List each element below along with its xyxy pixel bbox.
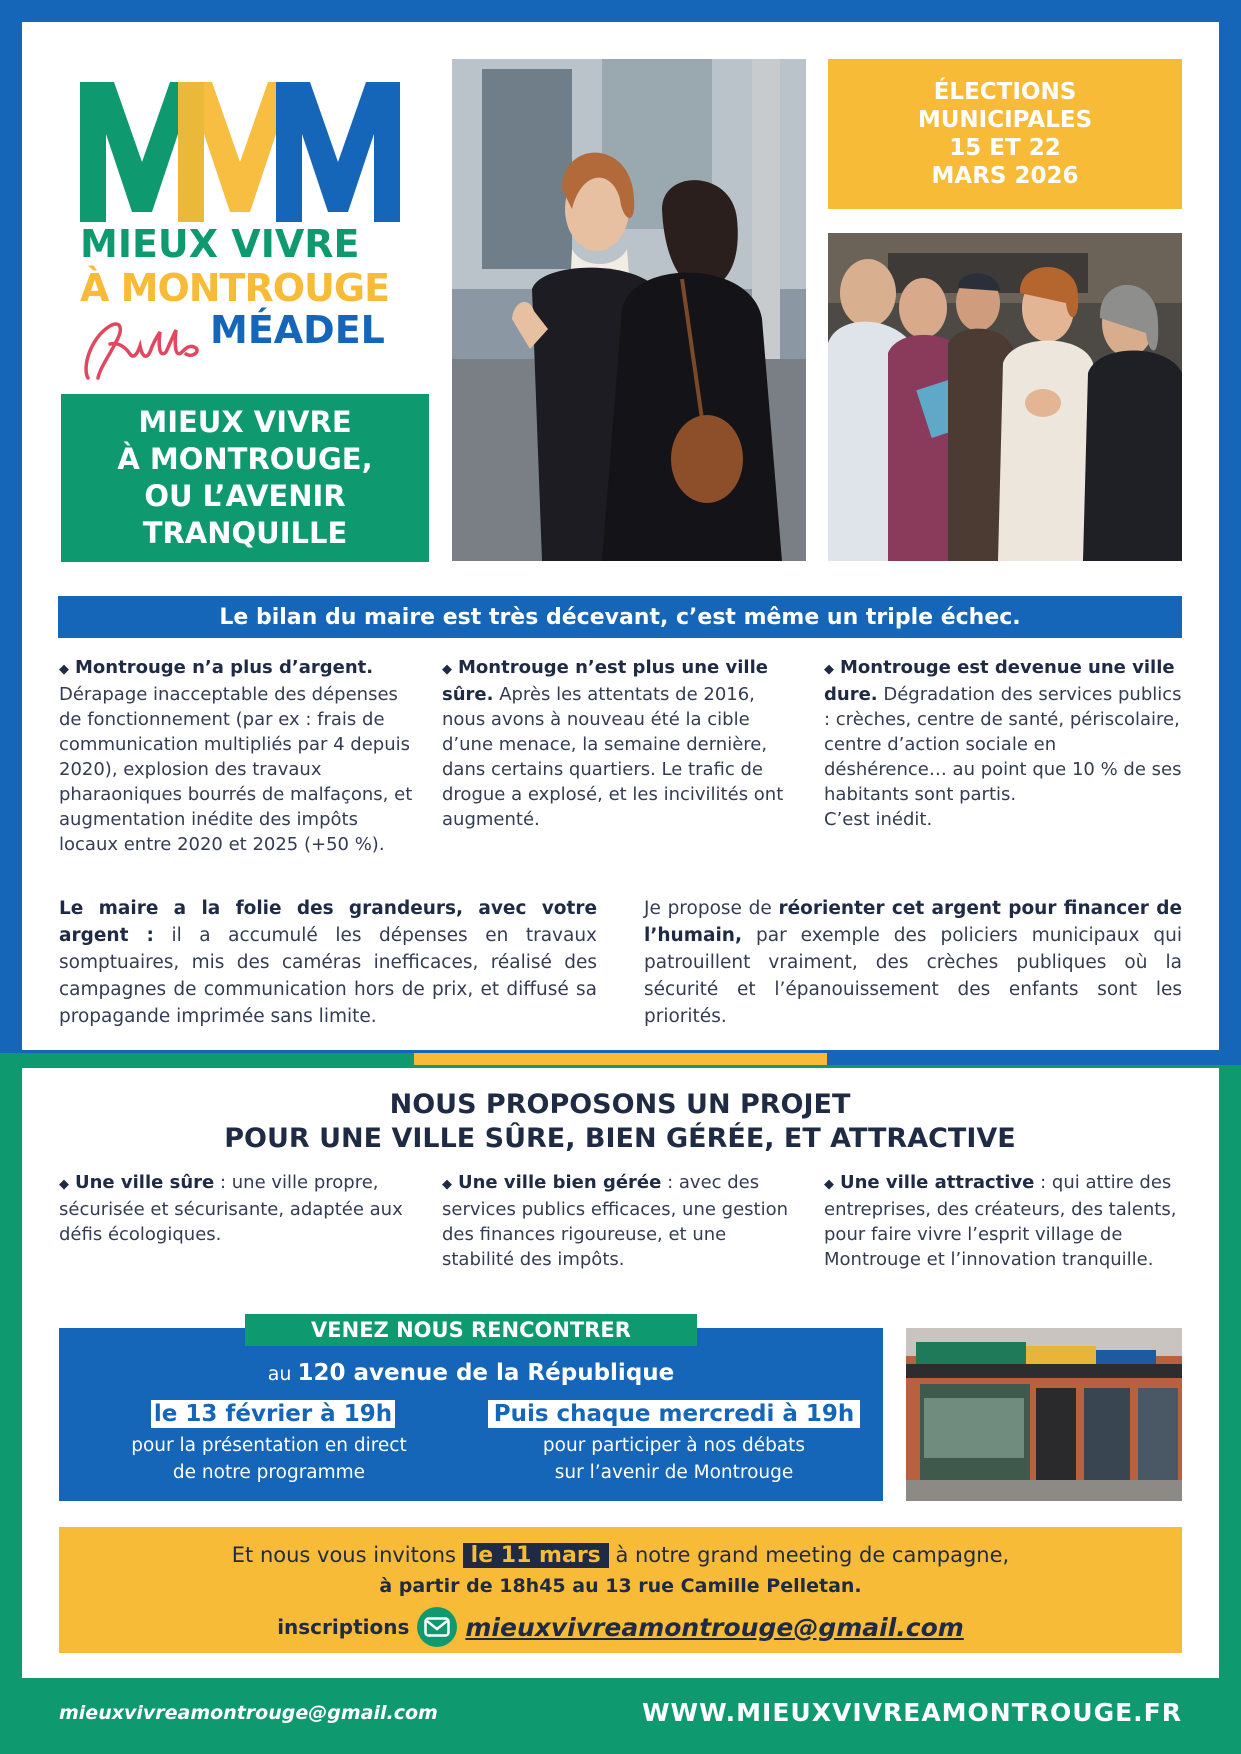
- folie-text: il a accumulé les dépenses en travaux somptuaires, mis des caméras inefficaces, réalisé des campagnes de communication hors de prix, et diffusé sa propagande imprimée sans limite.: [59, 925, 597, 1027]
- diamond-bullet-icon: ◆: [442, 1177, 452, 1192]
- photo-candidate-residents: [828, 233, 1182, 561]
- bilan-surete-text: Après les attentats de 2016, nous avons à nouveau été la cible d’une menace, la semaine dernière, dans certains quartiers. Le trafic de drogue a explosé, et les incivilités ont augmenté.: [442, 684, 784, 830]
- pilier-geree-text: : avec des services publics efficaces, une gestion des finances rigoureuse, et une stabilité des impôts.: [442, 1172, 788, 1270]
- date-13-fevrier: le 13 février à 19h: [151, 1400, 395, 1428]
- logo-line-mieux-vivre: MIEUX VIVRE: [80, 222, 360, 266]
- bilan-dure-text: Dégradation des services publics : crèches, centre de santé, périscolaire, centre d’action sociale en déshérence… au point que 10 % de ses habitants sont partis.: [824, 684, 1182, 805]
- pilier-sure-title: Une ville sûre: [75, 1172, 215, 1193]
- envelope-icon: [417, 1607, 457, 1647]
- invite-line2: à partir de 18h45 au 13 rue Camille Pelletan.: [379, 1575, 862, 1597]
- inscriptions-email-link[interactable]: mieuxvivreamontrouge@gmail.com: [465, 1612, 964, 1642]
- bilan-headline: Le bilan du maire est très décevant, c’est même un triple échec.: [58, 596, 1182, 638]
- projet-heading: [58, 1088, 1182, 1156]
- bilan-column-surete: [442, 655, 802, 832]
- folie-title: Le maire a la folie des grandeurs, avec votre argent :: [59, 898, 597, 946]
- bilan-argent-title: Montrouge n’a plus d’argent.: [75, 657, 374, 678]
- debats-text: pour participer à nos débats sur l’avenir de Montrouge: [542, 1435, 806, 1483]
- invite-after: à notre grand meeting de campagne,: [615, 1543, 1010, 1567]
- presentation-text: pour la présentation en direct de notre programme: [131, 1435, 407, 1483]
- inscriptions-row: [59, 1607, 1182, 1647]
- bilan-argent-text: Dérapage inacceptable des dépenses de fonctionnement (par ex : frais de communication multipliés par 4 depuis 2020), explosion des travaux pharaoniques bourrés de malfaçons, et augmentation inédite des impôts locaux entre 2020 et 2025 (+50 %).: [59, 684, 413, 855]
- slogan-box: [61, 394, 429, 562]
- bilan-dure-title: Montrouge est devenue une ville dure.: [824, 657, 1175, 705]
- pilier-sure-text: : une ville propre, sécurisée et sécurisante, adaptée aux défis écologiques.: [59, 1172, 403, 1245]
- address-prefix: au: [267, 1363, 292, 1385]
- campaign-logo: [80, 82, 400, 382]
- bilan-surete-title: Montrouge n’est plus une ville sûre.: [442, 657, 768, 705]
- invite-line1: [59, 1543, 1182, 1568]
- diamond-bullet-icon: ◆: [824, 662, 834, 677]
- elections-date-box: [828, 59, 1182, 209]
- projet-heading-line1: NOUS PROPOSONS UN PROJET: [389, 1089, 851, 1120]
- invite-date-highlight: le 11 mars: [463, 1543, 609, 1568]
- propose-paragraph: [644, 895, 1182, 1030]
- footer-email-link[interactable]: mieuxvivreamontrouge@gmail.com: [59, 1702, 438, 1724]
- pilier-attractive-text: : qui attire des entreprises, des créateurs, des talents, pour faire vivre l’esprit village de Montrouge et l’innovation tranquille.: [824, 1172, 1177, 1270]
- diamond-bullet-icon: ◆: [442, 662, 452, 677]
- bilan-column-ville-dure: [824, 655, 1184, 832]
- address-street: 120 avenue de la République: [297, 1360, 675, 1386]
- pilier-ville-bien-geree: [442, 1170, 802, 1272]
- propose-bold: réorienter cet argent pour financer de l’humain,: [644, 898, 1182, 946]
- divider-stripe-yellow: [414, 1053, 827, 1065]
- logo-line-a-montrouge: À MONTROUGE: [80, 266, 390, 310]
- diamond-bullet-icon: ◆: [824, 1177, 834, 1192]
- logo-mmm-mark: [80, 82, 400, 222]
- diamond-bullet-icon: ◆: [59, 1177, 69, 1192]
- rencontre-address: [59, 1360, 883, 1386]
- logo-line-meadel: MÉADEL: [210, 308, 385, 352]
- divider-stripe-green: [0, 1053, 414, 1065]
- footer-website-link[interactable]: WWW.MIEUXVIVREAMONTROUGE.FR: [641, 1698, 1182, 1727]
- invite-before: Et nous vous invitons: [231, 1543, 456, 1567]
- rencontre-box: [59, 1328, 883, 1501]
- inscriptions-label: inscriptions: [277, 1615, 410, 1639]
- pilier-ville-attractive: [824, 1170, 1184, 1272]
- pilier-geree-title: Une ville bien gérée: [458, 1172, 662, 1193]
- rencontre-tag: VENEZ NOUS RENCONTRER: [245, 1314, 697, 1346]
- propose-lead: Je propose de: [644, 898, 772, 919]
- folie-paragraph: [59, 895, 597, 1030]
- slogan-text: MIEUX VIVRE À MONTROUGE, OU L’AVENIR TRANQUILLE: [117, 405, 373, 550]
- pilier-ville-sure: [59, 1170, 419, 1247]
- photo-campaign-office: [906, 1328, 1182, 1501]
- projet-heading-line2: POUR UNE VILLE SÛRE, BIEN GÉRÉE, ET ATTRACTIVE: [224, 1123, 1016, 1154]
- elections-date-text: ÉLECTIONS MUNICIPALES 15 ET 22 MARS 2026: [917, 79, 1093, 189]
- bilan-column-argent: [59, 655, 419, 857]
- bilan-dure-text2: C’est inédit.: [824, 809, 933, 830]
- date-chaque-mercredi: Puis chaque mercredi à 19h: [488, 1400, 860, 1428]
- propose-text: par exemple des policiers municipaux qui patrouillent vraiment, des crèches publiques où la sécurité et l’épanouissement des enfants sont les priorités.: [644, 925, 1182, 1027]
- signature-juliette: [80, 308, 210, 388]
- diamond-bullet-icon: ◆: [59, 662, 69, 677]
- photo-candidate-street: [452, 59, 806, 561]
- divider-stripe-blue: [827, 1053, 1241, 1065]
- meeting-invite-box: [59, 1527, 1182, 1653]
- pilier-attractive-title: Une ville attractive: [840, 1172, 1035, 1193]
